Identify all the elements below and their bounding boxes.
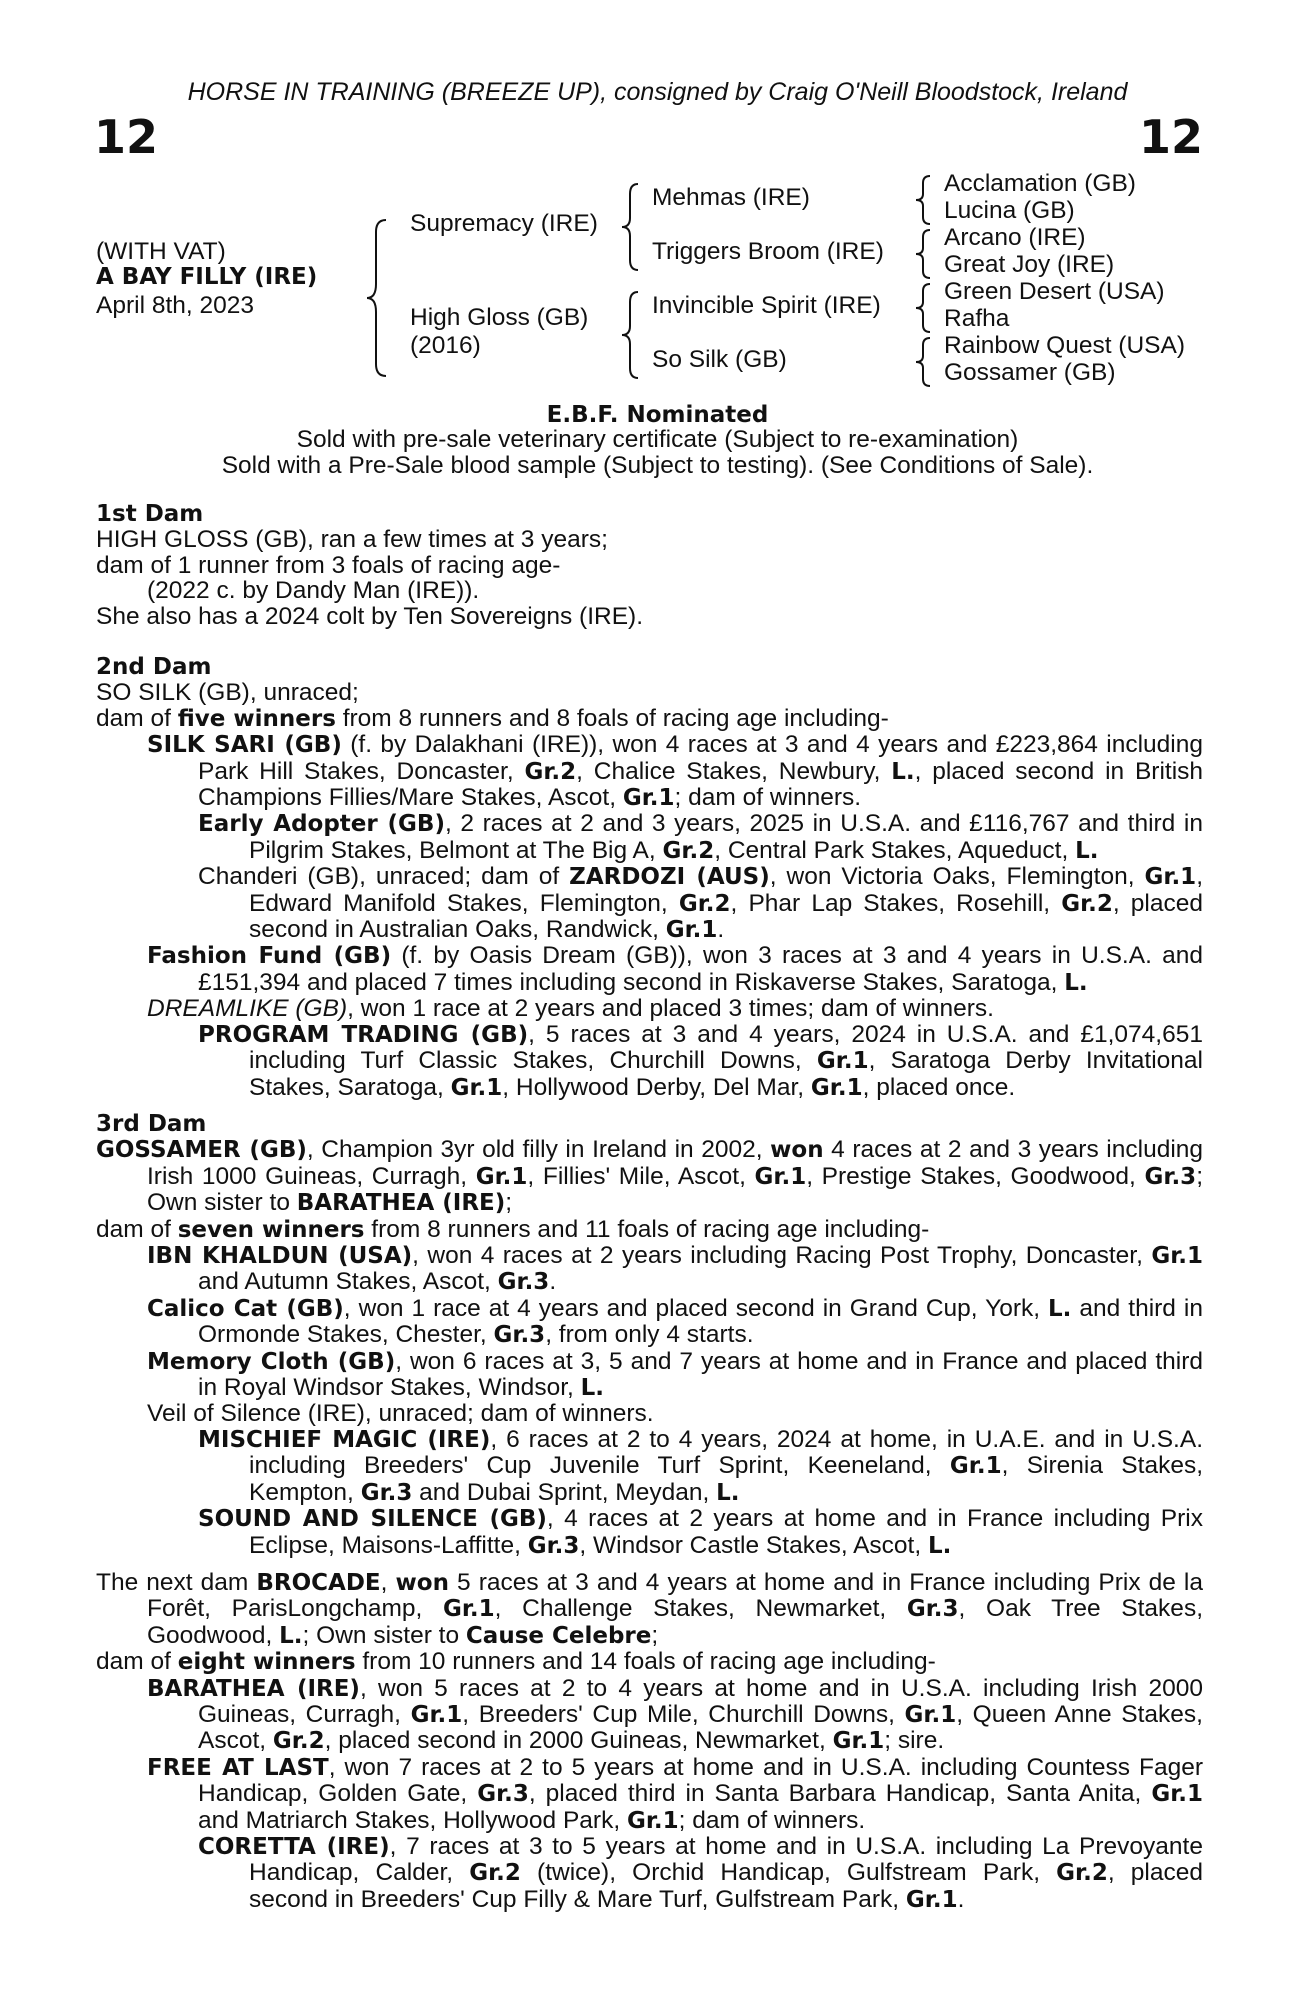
pedigree-brace-g4	[912, 336, 936, 388]
first-dam-line-1: HIGH GLOSS (GB), ran a few times at 3 years;	[96, 526, 608, 554]
pedigree-brace-g3	[912, 282, 936, 334]
winners-count: seven winners	[177, 1216, 365, 1243]
first-dam-section	[96, 502, 1203, 629]
sire-name: Supremacy (IRE)	[410, 210, 598, 237]
progeny-entry: Chanderi (GB), unraced; dam of ZARDOZI (AUS), won Victoria Oaks, Flemington, Gr.1, Edward Manifold Stakes, Flemington, Gr.2, Phar Lap Stakes, Rosehill, Gr.2, placed second in Australian Oaks, Randwick, Gr.1.	[198, 863, 1204, 944]
dam-name: High Gloss (GB)	[410, 304, 589, 331]
second-dam-heading: 2nd Dam	[96, 654, 212, 680]
winners-count: eight winners	[177, 1649, 356, 1676]
horse-name-fashion-fund: Fashion Fund (GB)	[147, 943, 392, 970]
progeny-entry: MISCHIEF MAGIC (IRE), 6 races at 2 to 4 years, 2024 at home, in U.A.E. and in U.S.A. including Breeders' Cup Juvenile Turf Sprint, Keeneland, Gr.1, Sirenia Stakes, Kempton, Gr.3 and Dubai Sprint, Meydan, L.	[198, 1425, 1204, 1506]
progeny-entry: Memory Cloth (GB), won 6 races at 3, 5 and 7 years at home and in France and placed third in Royal Windsor Stakes, Windsor, L.	[147, 1347, 1203, 1402]
horse-name-barathea: BARATHEA (IRE)	[147, 1675, 360, 1702]
ancestor-5: Green Desert (USA)	[944, 278, 1165, 305]
horse-name-coretta: CORETTA (IRE)	[198, 1834, 390, 1861]
horse-name-dreamlike: DREAMLIKE (GB)	[147, 995, 348, 1023]
sire-dam-name: Triggers Broom (IRE)	[652, 238, 884, 265]
horse-name-program-trading: PROGRAM TRADING (GB)	[198, 1021, 529, 1048]
horse-name-silk-sari: SILK SARI (GB)	[147, 732, 342, 759]
foaling-date: April 8th, 2023	[96, 292, 254, 319]
ancestor-6: Rafha	[944, 305, 1010, 332]
pedigree-brace-g1	[912, 174, 936, 226]
ancestor-8: Gossamer (GB)	[944, 359, 1116, 386]
horse-name-zardozi: ZARDOZI (AUS)	[569, 864, 770, 891]
dam-sire-name: Invincible Spirit (IRE)	[652, 292, 881, 319]
ancestor-4: Great Joy (IRE)	[944, 251, 1115, 278]
next-dam-section	[96, 1570, 1203, 1913]
horse-name-gossamer: GOSSAMER (GB)	[96, 1137, 307, 1164]
lot-number-right: 12	[1138, 110, 1203, 164]
progeny-entry: BARATHEA (IRE), won 5 races at 2 to 4 years at home and in U.S.A. including Irish 2000 Guineas, Curragh, Gr.1, Breeders' Cup Mile, Churchill Downs, Gr.1, Queen Anne Stakes, Ascot, Gr.2, placed second in 2000 Guineas, Newmarket, Gr.1; sire.	[147, 1674, 1203, 1755]
progeny-entry: Calico Cat (GB), won 1 race at 4 years and placed second in Grand Cup, York, L. and third in Ormonde Stakes, Chester, Gr.3, from only 4 starts.	[147, 1294, 1203, 1349]
vet-certificate-note: Sold with pre-sale veterinary certificate (Subject to re-examination)	[296, 426, 1019, 453]
progeny-entry: FREE AT LAST, won 7 races at 2 to 5 years at home and in U.S.A. including Countess Fager Handicap, Golden Gate, Gr.3, placed third in Santa Barbara Handicap, Santa Anita, Gr.1 and Matriarch Stakes, Hollywood Park, Gr.1; dam of winners.	[147, 1753, 1203, 1834]
pedigree-brace-main	[362, 218, 392, 378]
third-dam-heading: 3rd Dam	[96, 1111, 207, 1137]
progeny-entry: Veil of Silence (IRE), unraced; dam of winners.	[147, 1400, 654, 1428]
first-dam-line-4: She also has a 2024 colt by Ten Sovereigns (IRE).	[96, 602, 644, 630]
pedigree-brace-dam	[618, 290, 644, 380]
lot-number-left: 12	[94, 110, 159, 164]
progeny-entry: CORETTA (IRE), 7 races at 3 to 5 years at home and in U.S.A. including La Prevoyante Handicap, Calder, Gr.2 (twice), Orchid Handicap, Gulfstream Park, Gr.2, placed second in Breeders' Cup Filly & Mare Turf, Gulfstream Park, Gr.1.	[198, 1833, 1203, 1913]
horse-name-memory-cloth: Memory Cloth (GB)	[147, 1348, 396, 1375]
third-dam-section	[96, 1112, 1203, 1559]
progeny-entry: SILK SARI (GB) (f. by Dalakhani (IRE)), won 4 races at 3 and 4 years and £223,864 including Park Hill Stakes, Doncaster, Gr.2, Chalice Stakes, Newbury, L., placed second in British Champions Fillies/Mare Stakes, Ascot, Gr.1; dam of winners.	[147, 731, 1204, 812]
blood-sample-note: Sold with a Pre-Sale blood sample (Subject to testing). (See Conditions of Sale).	[221, 452, 1094, 479]
pedigree-brace-g2	[912, 228, 936, 280]
progeny-entry: Fashion Fund (GB) (f. by Oasis Dream (GB)), won 3 races at 3 and 4 years in U.S.A. and £151,394 and placed 7 times including second in Riskaverse Stakes, Saratoga, L.	[147, 942, 1203, 996]
ebf-nominated: E.B.F. Nominated	[546, 402, 769, 428]
horse-name: A BAY FILLY (IRE)	[96, 264, 318, 290]
horse-name-sound-and-silence: SOUND AND SILENCE (GB)	[198, 1506, 547, 1533]
horse-name-ibn-khaldun: IBN KHALDUN (USA)	[147, 1243, 413, 1270]
horse-name-mischief-magic: MISCHIEF MAGIC (IRE)	[198, 1426, 491, 1453]
pedigree-brace-sire	[618, 182, 644, 272]
first-dam-line-3: (2022 c. by Dandy Man (IRE)).	[147, 577, 480, 605]
dam-dam-name: So Silk (GB)	[652, 346, 787, 373]
winners-count: five winners	[177, 705, 336, 732]
dam-year: (2016)	[410, 332, 481, 359]
progeny-entry: IBN KHALDUN (USA), won 4 races at 2 years including Racing Post Trophy, Doncaster, Gr.1 and Autumn Stakes, Ascot, Gr.3.	[147, 1242, 1203, 1296]
second-dam-line-1: SO SILK (GB), unraced;	[96, 679, 359, 707]
ancestor-2: Lucina (GB)	[944, 197, 1075, 224]
next-dam-description: The next dam BROCADE, won 5 races at 3 and 4 years at home and in France including Prix de la Forêt, ParisLongchamp, Gr.1, Challenge Stakes, Newmarket, Gr.3, Oak Tree Stakes, Goodwood, L.; Own sister to Cause Celebre;	[96, 1569, 1203, 1649]
ancestor-1: Acclamation (GB)	[944, 170, 1136, 197]
next-dam-produce-line: dam of eight winners from 10 runners and 14 foals of racing age including-	[96, 1648, 936, 1676]
second-dam-section	[96, 655, 1203, 1101]
progeny-entry: SOUND AND SILENCE (GB), 4 races at 2 years at home and in France including Prix Eclipse, Maisons-Laffitte, Gr.3, Windsor Castle Stakes, Ascot, L.	[198, 1505, 1204, 1559]
horse-name-early-adopter: Early Adopter (GB)	[198, 811, 445, 838]
sire-sire-name: Mehmas (IRE)	[652, 184, 810, 211]
progeny-entry: PROGRAM TRADING (GB), 5 races at 3 and 4 years, 2024 in U.S.A. and £1,074,651 including Turf Classic Stakes, Churchill Downs, Gr.1, Saratoga Derby Invitational Stakes, Saratoga, Gr.1, Hollywood Derby, Del Mar, Gr.1, placed once.	[198, 1020, 1203, 1101]
vat-label: (WITH VAT)	[96, 238, 226, 265]
progeny-entry: Early Adopter (GB), 2 races at 2 and 3 years, 2025 in U.S.A. and £116,767 and third in Pilgrim Stakes, Belmont at The Big A, Gr.2, Central Park Stakes, Aqueduct, L.	[198, 810, 1203, 864]
third-dam-produce-line: dam of seven winners from 8 runners and 11 foals of racing age including-	[96, 1215, 930, 1243]
horse-name-calico-cat: Calico Cat (GB)	[147, 1295, 344, 1322]
progeny-entry: DREAMLIKE (GB), won 1 race at 2 years and placed 3 times; dam of winners.	[147, 995, 994, 1023]
second-dam-produce-line: dam of five winners from 8 runners and 8 foals of racing age including-	[96, 704, 889, 732]
catalogue-header: HORSE IN TRAINING (BREEZE UP), consigned by Craig O'Neill Bloodstock, Ireland	[187, 78, 1128, 106]
horse-name-free-at-last: FREE AT LAST	[147, 1754, 329, 1781]
horse-name-brocade: BROCADE	[256, 1570, 381, 1596]
ancestor-3: Arcano (IRE)	[944, 224, 1086, 251]
first-dam-heading: 1st Dam	[96, 501, 204, 527]
third-dam-description: GOSSAMER (GB), Champion 3yr old filly in Ireland in 2002, won 4 races at 2 and 3 years including Irish 1000 Guineas, Curragh, Gr.1, Fillies' Mile, Ascot, Gr.1, Prestige Stakes, Goodwood, Gr.3; Own sister to BARATHEA (IRE);	[96, 1136, 1204, 1217]
first-dam-line-2: dam of 1 runner from 3 foals of racing age-	[96, 551, 561, 579]
ancestor-7: Rainbow Quest (USA)	[944, 332, 1186, 359]
